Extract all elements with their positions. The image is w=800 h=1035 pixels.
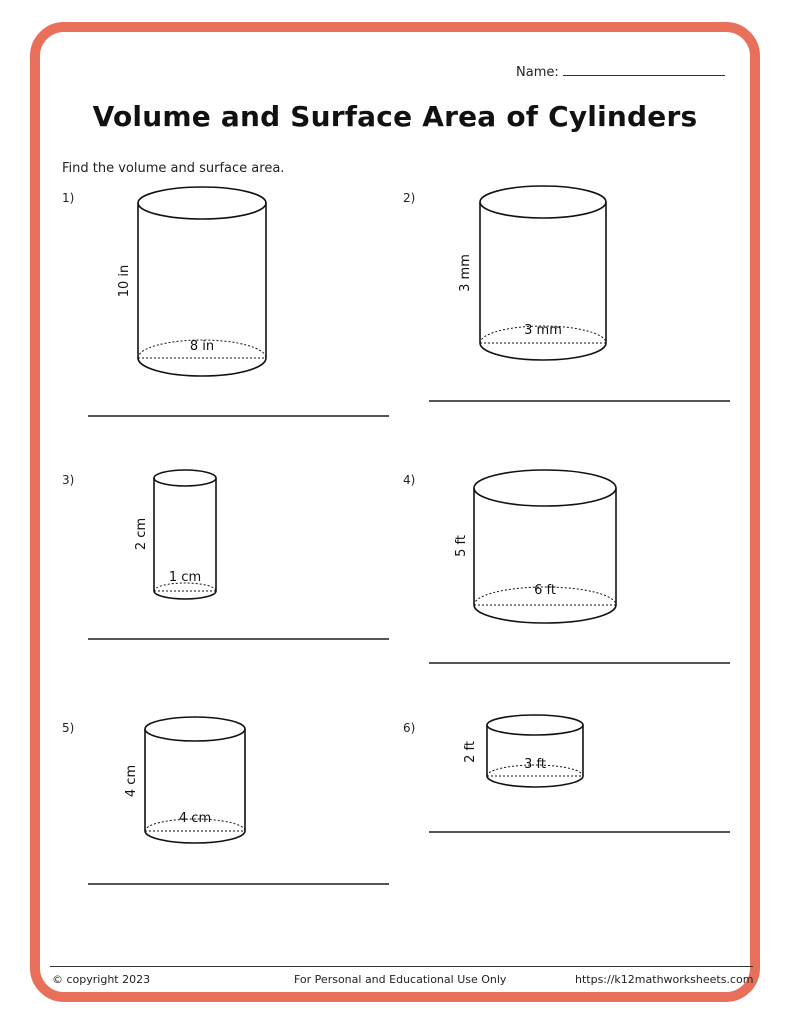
problem-2-number: 2) — [403, 191, 416, 205]
instructions: Find the volume and surface area. — [62, 161, 285, 176]
diameter-label-2: 3 mm — [524, 323, 562, 338]
cylinder-4 — [474, 470, 616, 623]
answer-line-3[interactable] — [88, 638, 389, 640]
footer-copyright: © copyright 2023 — [52, 973, 151, 986]
answer-line-1[interactable] — [88, 415, 389, 417]
diameter-label-4: 6 ft — [534, 583, 556, 598]
height-label-4: 5 ft — [454, 535, 469, 557]
diameter-label-3: 1 cm — [168, 570, 202, 585]
answer-line-4[interactable] — [429, 662, 730, 664]
height-label-2: 3 mm — [458, 254, 473, 292]
height-label-5: 4 cm — [124, 764, 139, 798]
footer-url[interactable]: https://k12mathworksheets.com — [575, 973, 754, 986]
diameter-label-1: 8 in — [189, 339, 215, 354]
answer-line-5[interactable] — [88, 883, 389, 885]
footer-divider — [50, 966, 753, 967]
problem-5-number: 5) — [62, 721, 75, 735]
problem-6-number: 6) — [403, 721, 416, 735]
height-label-1: 10 in — [117, 264, 132, 298]
page-title: Volume and Surface Area of Cylinders — [92, 100, 698, 133]
answer-line-6[interactable] — [429, 831, 730, 833]
height-label-3: 2 cm — [134, 517, 149, 551]
answer-line-2[interactable] — [429, 400, 730, 402]
diameter-label-5: 4 cm — [178, 811, 212, 826]
problem-3-number: 3) — [62, 473, 75, 487]
problem-1-number: 1) — [62, 191, 75, 205]
footer-usage: For Personal and Educational Use Only — [294, 973, 507, 986]
name-label: Name: — [516, 65, 559, 80]
diameter-label-6: 3 ft — [524, 757, 546, 772]
problem-4-number: 4) — [403, 473, 416, 487]
height-label-6: 2 ft — [463, 741, 478, 763]
